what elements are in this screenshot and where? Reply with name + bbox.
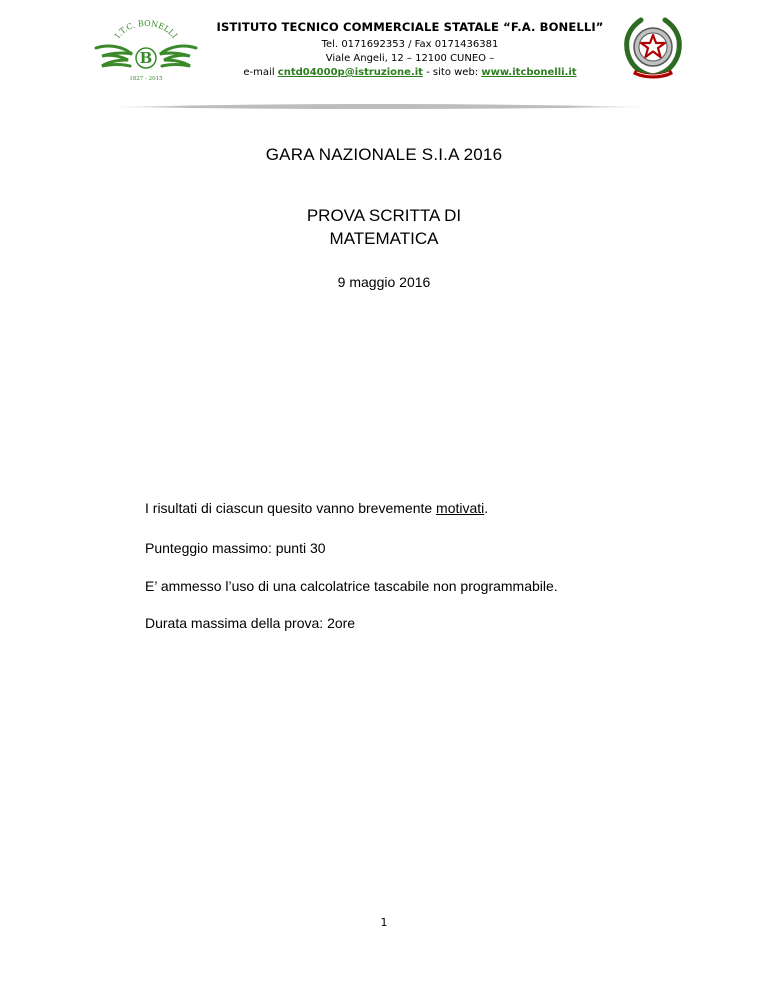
document-subtitle-line2: MATEMATICA [329,229,439,248]
document-title: GARA NAZIONALE S.I.A 2016 [265,145,503,164]
website-link[interactable]: www.itcbonelli.it [481,67,577,78]
address: Viale Angeli, 12 – 12100 CUNEO – [325,53,495,64]
instruction-motivation-end: . [484,500,489,516]
header-divider [108,100,648,112]
italian-republic-emblem-icon [623,16,683,82]
page-number: 1 [380,916,388,929]
contact-line [200,67,620,78]
instruction-duration: Durata massima della prova: 2ore [145,615,356,631]
institute-name: ISTITUTO TECNICO COMMERCIALE STATALE “F.A. BONELLI” [216,20,604,34]
instruction-motivation-underlined: motivati [436,500,485,516]
email-label: e-mail [243,67,278,78]
logo-est-text: 1827 - 2015 [129,76,163,82]
instruction-calculator: E’ ammesso l’uso di una calcolatrice tascabile non programmabile. [145,578,558,594]
document-date: 9 maggio 2016 [337,274,431,290]
phone-fax: Tel. 0171692353 / Fax 0171436381 [321,39,499,50]
email-link[interactable]: cntd04000p@istruzione.it [277,67,423,78]
school-logo-icon [94,18,198,82]
document-subtitle-line1: PROVA SCRITTA DI [306,206,462,225]
logo-arc-text: I.T.C. BONELLI [112,18,180,41]
instruction-max-score: Punteggio massimo: punti 30 [145,540,326,556]
website-label: - sito web: [422,67,482,78]
svg-text:I.T.C. BONELLI [113,19,179,40]
instruction-motivation-text: I risultati di ciascun quesito vanno brevemente [145,500,437,516]
logo-letter: B [139,49,153,67]
instruction-motivation [145,500,488,516]
